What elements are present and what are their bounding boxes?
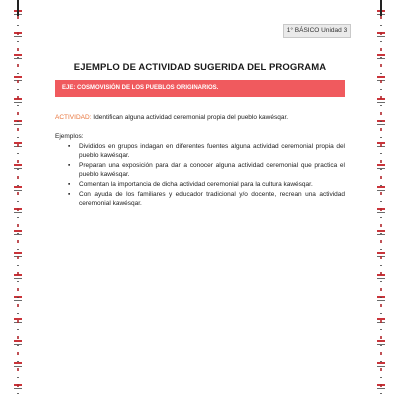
decorative-border-right <box>377 0 385 400</box>
bullet-icon: ▪ <box>68 162 71 169</box>
list-item-text: Preparan una exposición para dar a conocer alguna actividad ceremonial que practica el pueblo kawésqar. <box>79 162 345 178</box>
eje-label: EJE: COSMOVISIÓN DE LOS PUEBLOS ORIGINARIOS. <box>62 85 219 91</box>
list-item <box>55 180 345 189</box>
list-item-text: Comentan la importancia de dicha actividad ceremonial para la cultura kawésqar. <box>79 181 313 188</box>
top-right-tick <box>380 0 382 16</box>
list-item <box>55 161 345 179</box>
bullet-icon: ▪ <box>68 191 71 198</box>
examples-label: Ejemplos: <box>55 133 84 140</box>
activity-label: ACTIVIDAD: <box>55 114 92 121</box>
top-left-tick <box>17 0 19 16</box>
unit-badge: 1° BÁSICO Unidad 3 <box>283 24 351 38</box>
decorative-border-left <box>14 0 22 400</box>
bullet-icon: ▪ <box>68 181 71 188</box>
examples-list <box>55 142 345 209</box>
page-title: EJEMPLO DE ACTIVIDAD SUGERIDA DEL PROGRAMA <box>73 62 327 73</box>
activity-text: Identifican alguna actividad ceremonial propia del pueblo kawésqar. <box>91 114 289 121</box>
activity-statement <box>55 113 345 122</box>
eje-banner <box>55 80 345 97</box>
bullet-icon: ▪ <box>68 143 71 150</box>
list-item <box>55 190 345 208</box>
list-item-text: Divididos en grupos indagan en diferentes fuentes alguna actividad ceremonial propia del pueblo kawésqar. <box>79 143 345 159</box>
list-item-text: Con ayuda de los familiares y educador tradicional y/o docente, recrean una actividad ceremonial kawésqar. <box>79 191 345 207</box>
list-item <box>55 142 345 160</box>
